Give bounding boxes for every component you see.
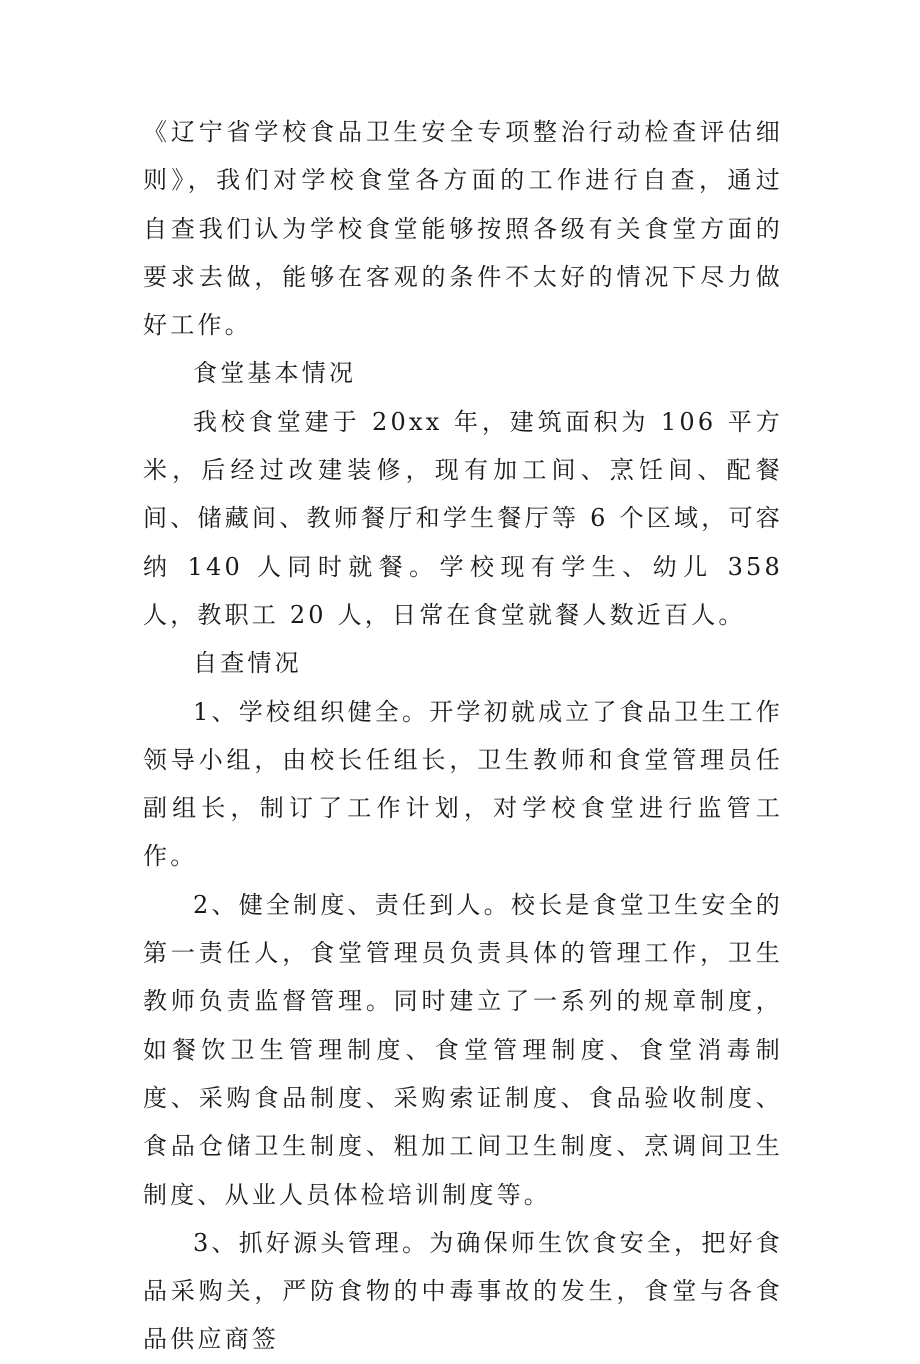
heading-self-inspection: 自查情况 xyxy=(193,649,302,678)
paragraph-canteen-basic-info: 我校食堂建于 20xx 年，建筑面积为 106 平方米，后经过改建装修，现有加工间、烹饪间、配餐间、储藏间、教师餐厅和学生餐厅等 6 个区域，可容纳 140 人同时就餐。学校现有学生、幼儿 358 人，教职工 20 人，日常在食堂就餐人数近百人。 xyxy=(143,407,783,629)
paragraph-item-2: 2、健全制度、责任到人。校长是食堂卫生安全的第一责任人，食堂管理员负责具体的管理工作，卫生教师负责监督管理。同时建立了一系列的规章制度，如餐饮卫生管理制度、食堂管理制度、食堂消毒制度、采购食品制度、采购索证制度、食品验收制度、食品仓储卫生制度、粗加工间卫生制度、烹调间卫生制度、从业人员体检培训制度等。 xyxy=(143,890,783,1209)
paragraph-intro: 《辽宁省学校食品卫生安全专项整治行动检查评估细则》，我们对学校食堂各方面的工作进行自查，通过自查我们认为学校食堂能够按照各级有关食堂方面的要求去做，能够在客观的条件不太好的情况下尽力做好工作。 xyxy=(143,118,783,340)
document-body xyxy=(143,108,783,1364)
heading-canteen-basic-info: 食堂基本情况 xyxy=(193,359,357,388)
paragraph-item-3: 3、抓好源头管理。为确保师生饮食安全，把好食品采购关，严防食物的中毒事故的发生，食堂与各食品供应商签 xyxy=(143,1228,783,1354)
paragraph-item-1: 1、学校组织健全。开学初就成立了食品卫生工作领导小组，由校长任组长，卫生教师和食堂管理员任副组长，制订了工作计划，对学校食堂进行监管工作。 xyxy=(143,697,783,871)
